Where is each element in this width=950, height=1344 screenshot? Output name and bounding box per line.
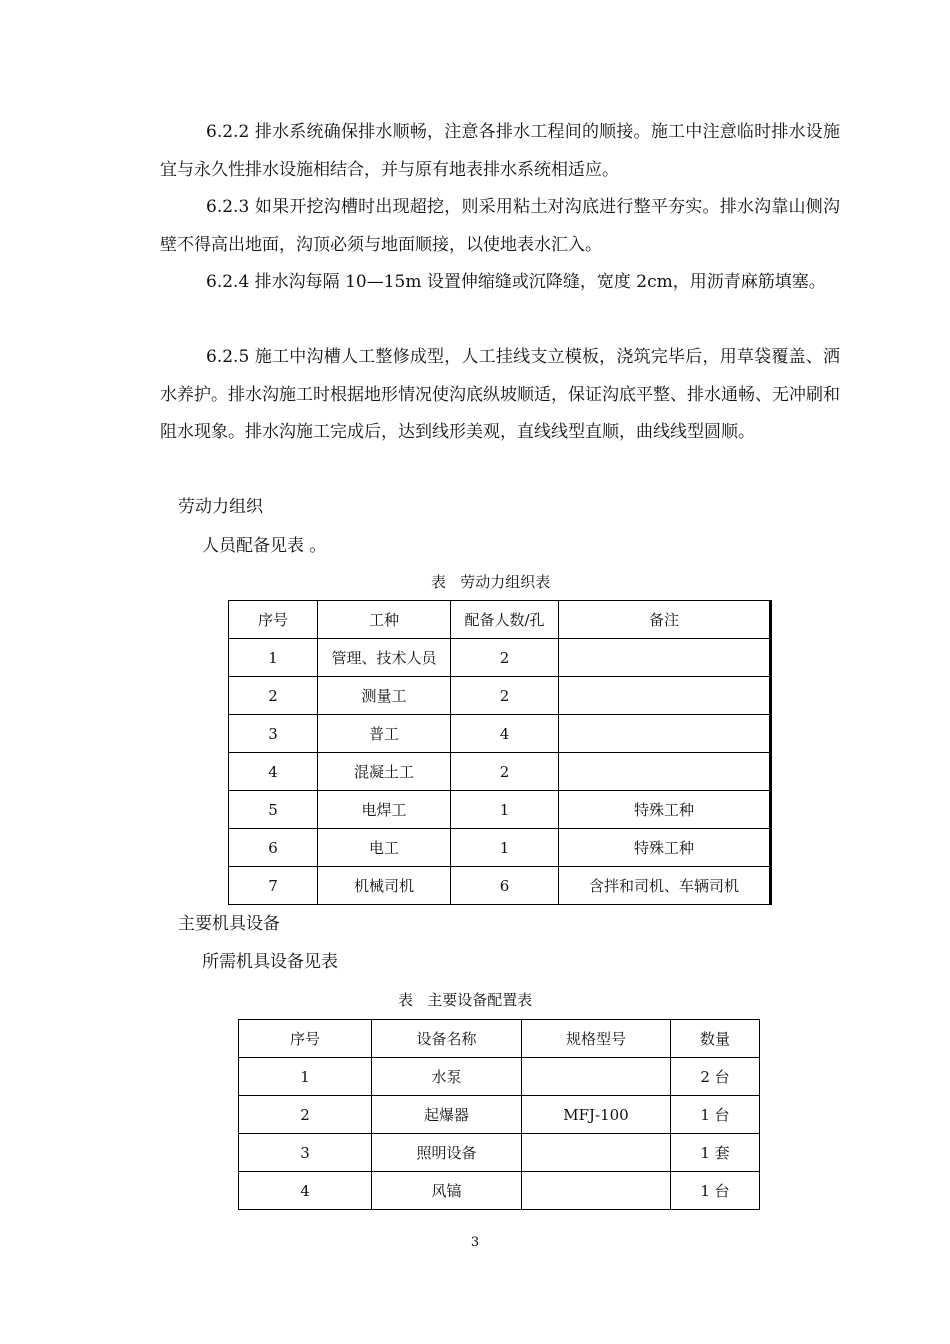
table-row [239,1058,760,1096]
equipment-table [238,1019,760,1210]
table-row [229,791,771,829]
table-cell: 2 [239,1096,372,1134]
table-cell: 管理、技术人员 [318,639,451,677]
table-row [229,753,771,791]
table-cell: 1 台 [671,1172,760,1210]
paragraph-6-2-3: 6.2.3 如果开挖沟槽时出现超挖，则采用粘土对沟底进行整平夯实。排水沟靠山侧沟壁不得高出地面，沟顶必须与地面顺接，以使地表水汇入。 [160,197,840,255]
table-cell: 1 [229,639,318,677]
table-cell: 测量工 [318,677,451,715]
table-cell: 机械司机 [318,867,451,905]
table-cell: 4 [451,715,559,753]
equipment-table-header-row [239,1020,760,1058]
table-row [229,867,771,905]
table-cell: 6 [229,829,318,867]
table-cell: 照明设备 [372,1134,522,1172]
labor-heading: 劳动力组织 [178,497,263,517]
table-cell: 2 [451,677,559,715]
table-cell [522,1058,671,1096]
table-row [239,1134,760,1172]
table-cell [559,753,771,791]
table-cell: 混凝土工 [318,753,451,791]
table-cell: 1 [451,791,559,829]
table-cell: 电工 [318,829,451,867]
paragraph-6-2-5: 6.2.5 施工中沟槽人工整修成型，人工挂线支立模板，浇筑完毕后，用草袋覆盖、洒水养护。排水沟施工时根据地形情况使沟底纵坡顺适，保证沟底平整、排水通畅、无冲刷和阻水现象。排水沟施工完成后，达到线形美观，直线线型直顺，曲线线型圆顺。 [160,347,840,442]
table-cell: 电焊工 [318,791,451,829]
table-cell: 1 [239,1058,372,1096]
table-cell [522,1134,671,1172]
table-cell: 特殊工种 [559,791,771,829]
table-cell [559,677,771,715]
table-cell: 2 台 [671,1058,760,1096]
page-number: 3 [470,1235,480,1250]
table-row [239,1172,760,1210]
table-cell: 1 套 [671,1134,760,1172]
column-header: 配备人数/孔 [451,601,559,639]
table-cell: 风镐 [372,1172,522,1210]
equipment-intro: 所需机具设备见表 [202,952,338,972]
column-header: 数量 [671,1020,760,1058]
column-header: 备注 [559,601,771,639]
table-cell: 6 [451,867,559,905]
table-cell: 7 [229,867,318,905]
table-row [229,677,771,715]
table-row [229,639,771,677]
table-row [229,829,771,867]
table-cell: 2 [229,677,318,715]
table-cell: 1 [451,829,559,867]
paragraph-6-2-4: 6.2.4 排水沟每隔 10—15m 设置伸缩缝或沉降缝，宽度 2cm，用沥青麻筋填塞。 [206,272,826,292]
labor-table [228,600,772,905]
table-cell: 含拌和司机、车辆司机 [559,867,771,905]
labor-intro: 人员配备见表 。 [202,536,327,556]
table-cell: 起爆器 [372,1096,522,1134]
equipment-heading: 主要机具设备 [178,914,280,934]
table-cell: MFJ-100 [522,1096,671,1134]
table-cell: 普工 [318,715,451,753]
table-cell: 3 [239,1134,372,1172]
labor-table-header-row [229,601,771,639]
equipment-table-caption: 表 主要设备配置表 [398,991,533,1009]
table-cell: 特殊工种 [559,829,771,867]
column-header: 规格型号 [522,1020,671,1058]
column-header: 工种 [318,601,451,639]
table-cell [559,639,771,677]
table-cell: 1 台 [671,1096,760,1134]
column-header: 设备名称 [372,1020,522,1058]
table-cell [522,1172,671,1210]
labor-table-caption: 表 劳动力组织表 [431,573,551,591]
table-cell: 4 [239,1172,372,1210]
column-header: 序号 [229,601,318,639]
table-cell: 2 [451,639,559,677]
table-cell: 2 [451,753,559,791]
table-cell: 5 [229,791,318,829]
table-cell: 水泵 [372,1058,522,1096]
table-cell [559,715,771,753]
table-cell: 3 [229,715,318,753]
paragraph-6-2-2: 6.2.2 排水系统确保排水顺畅，注意各排水工程间的顺接。施工中注意临时排水设施宜与永久性排水设施相结合，并与原有地表排水系统相适应。 [160,122,840,180]
table-cell: 4 [229,753,318,791]
table-row [239,1096,760,1134]
table-row [229,715,771,753]
column-header: 序号 [239,1020,372,1058]
